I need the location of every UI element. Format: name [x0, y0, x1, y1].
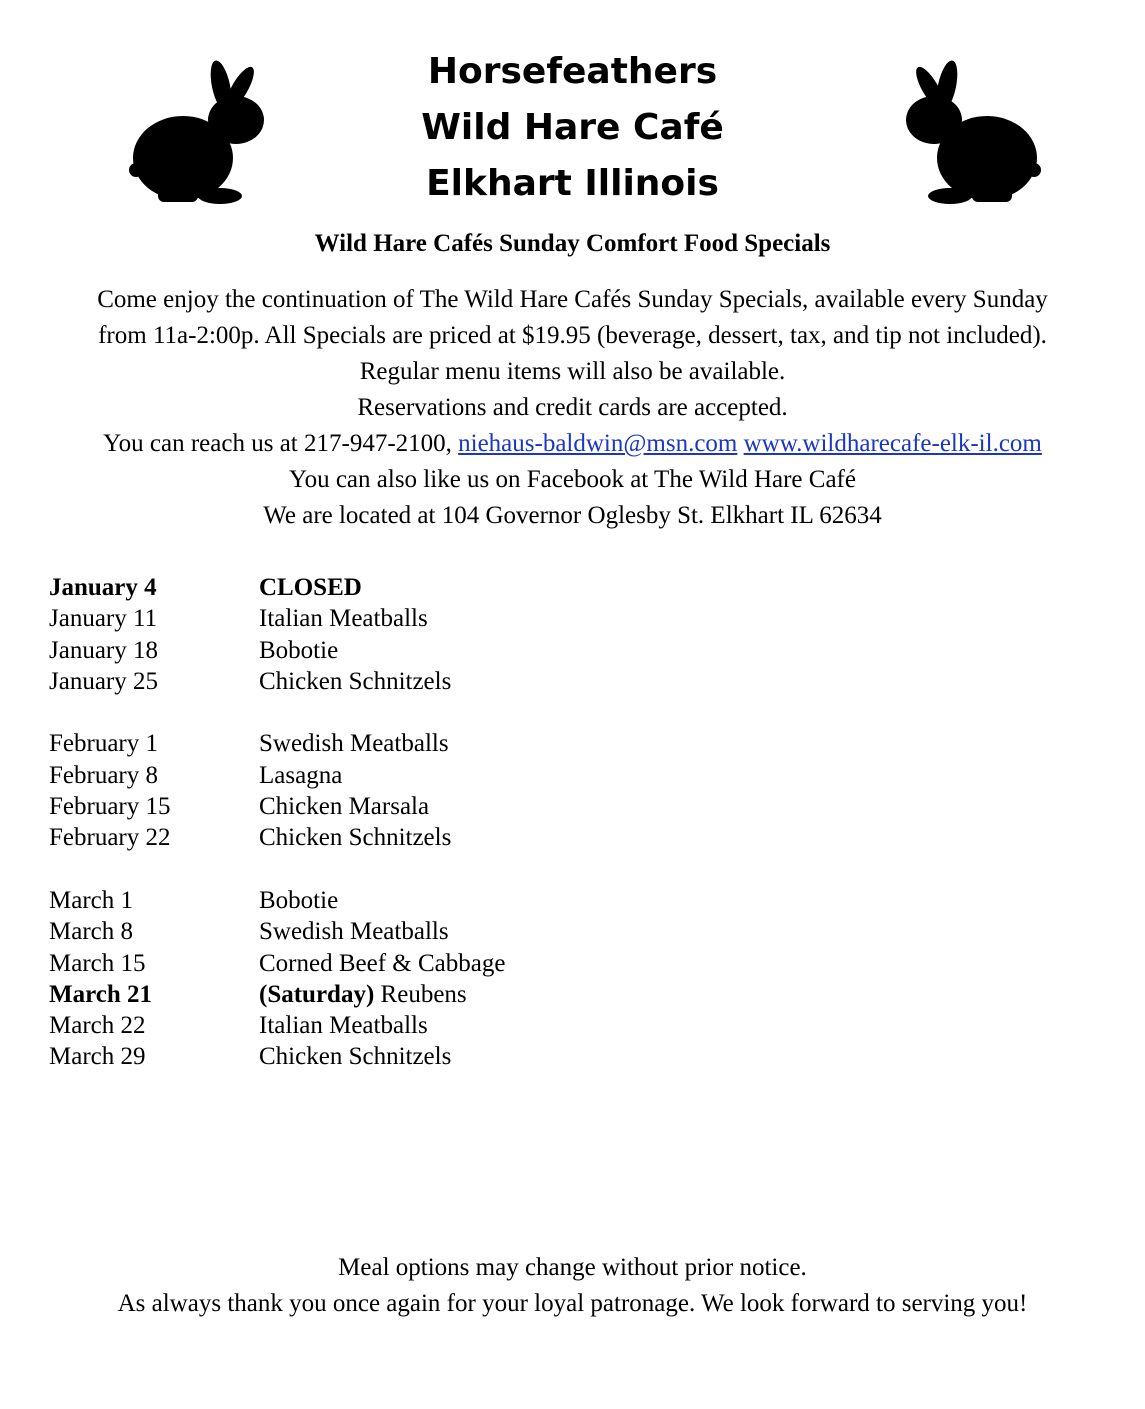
intro-line: Come enjoy the continuation of The Wild Hare Cafés Sunday Specials, available every Sunday [97, 286, 1048, 313]
facebook-line: You can also like us on Facebook at The Wild Hare Café [289, 466, 856, 493]
schedule-date: February 8 [49, 761, 158, 789]
schedule-date: March 21 [49, 980, 152, 1008]
schedule-row [49, 979, 505, 1010]
schedule-date: February 1 [49, 730, 158, 758]
schedule-row [49, 948, 505, 979]
footer-line: Meal options may change without prior notice. [338, 1254, 807, 1281]
schedule-special: Bobotie [259, 886, 339, 914]
subtitle: Wild Hare Cafés Sunday Comfort Food Specials [314, 230, 831, 257]
intro-line: from 11a-2:00p. All Specials are priced at $19.95 (beverage, dessert, tax, and tip not included). [98, 322, 1047, 349]
schedule-date: March 22 [49, 1012, 146, 1040]
contact-phone: You can reach us at 217-947-2100, [103, 430, 459, 457]
schedule-special: Italian Meatballs [259, 605, 428, 633]
title-line-2: Wild Hare Café [421, 107, 724, 148]
footer-line: As always thank you once again for your loyal patronage. We look forward to serving you! [117, 1290, 1028, 1317]
saturday-note: (Saturday) [259, 980, 375, 1008]
schedule-special-text: Reubens [374, 980, 467, 1008]
schedule-row [49, 791, 505, 822]
schedule-row [49, 916, 505, 947]
contact-line [30, 426, 1115, 462]
email-link[interactable]: niehaus-baldwin@msn.com [458, 430, 738, 457]
title-line-1: Horsefeathers [427, 51, 718, 92]
schedule-special: Bobotie [259, 636, 339, 664]
schedule-row [49, 572, 505, 603]
schedule-row [49, 1010, 505, 1041]
schedule-row [49, 635, 505, 666]
schedule-special [259, 979, 467, 1010]
schedule-row [49, 728, 505, 759]
schedule-special: Chicken Schnitzels [259, 824, 452, 852]
schedule-date: March 29 [49, 1043, 146, 1071]
march-group [49, 885, 505, 1073]
schedule-special: Chicken Schnitzels [259, 1043, 452, 1071]
schedule-special: Swedish Meatballs [259, 918, 449, 946]
february-group [49, 728, 505, 853]
schedule-date: March 15 [49, 949, 146, 977]
schedule-row [49, 1041, 505, 1072]
intro-line: Reservations and credit cards are accepted. [357, 394, 788, 421]
location-line: We are located at 104 Governor Oglesby St. Elkhart IL 62634 [263, 502, 882, 529]
schedule-row [49, 760, 505, 791]
title-line-3: Elkhart Illinois [426, 163, 719, 204]
january-group [49, 572, 505, 697]
schedule-date: January 25 [49, 667, 158, 695]
schedule-special: Chicken Schnitzels [259, 667, 452, 695]
schedule-special: Chicken Marsala [259, 793, 430, 821]
schedule-date: March 1 [49, 886, 133, 914]
schedule-special: Corned Beef & Cabbage [259, 949, 506, 977]
schedule-row [49, 603, 505, 634]
schedule-date: February 22 [49, 824, 171, 852]
schedule-special: Italian Meatballs [259, 1012, 428, 1040]
intro-line: Regular menu items will also be available. [359, 358, 786, 385]
website-link[interactable]: www.wildharecafe-elk-il.com [743, 430, 1042, 457]
schedule-date: January 4 [49, 574, 157, 601]
schedule-row [49, 666, 505, 697]
schedule-row [49, 885, 505, 916]
schedule-special: CLOSED [259, 574, 362, 601]
schedule-special: Swedish Meatballs [259, 730, 449, 758]
page-title [0, 44, 1145, 212]
footer-note [0, 1250, 1145, 1322]
schedule-row [49, 822, 505, 853]
specials-schedule [49, 572, 505, 1104]
intro-text [30, 282, 1115, 534]
schedule-date: January 11 [49, 605, 158, 633]
schedule-special: Lasagna [259, 761, 343, 789]
schedule-date: February 15 [49, 793, 171, 821]
schedule-date: March 8 [49, 918, 133, 946]
schedule-date: January 18 [49, 636, 158, 664]
